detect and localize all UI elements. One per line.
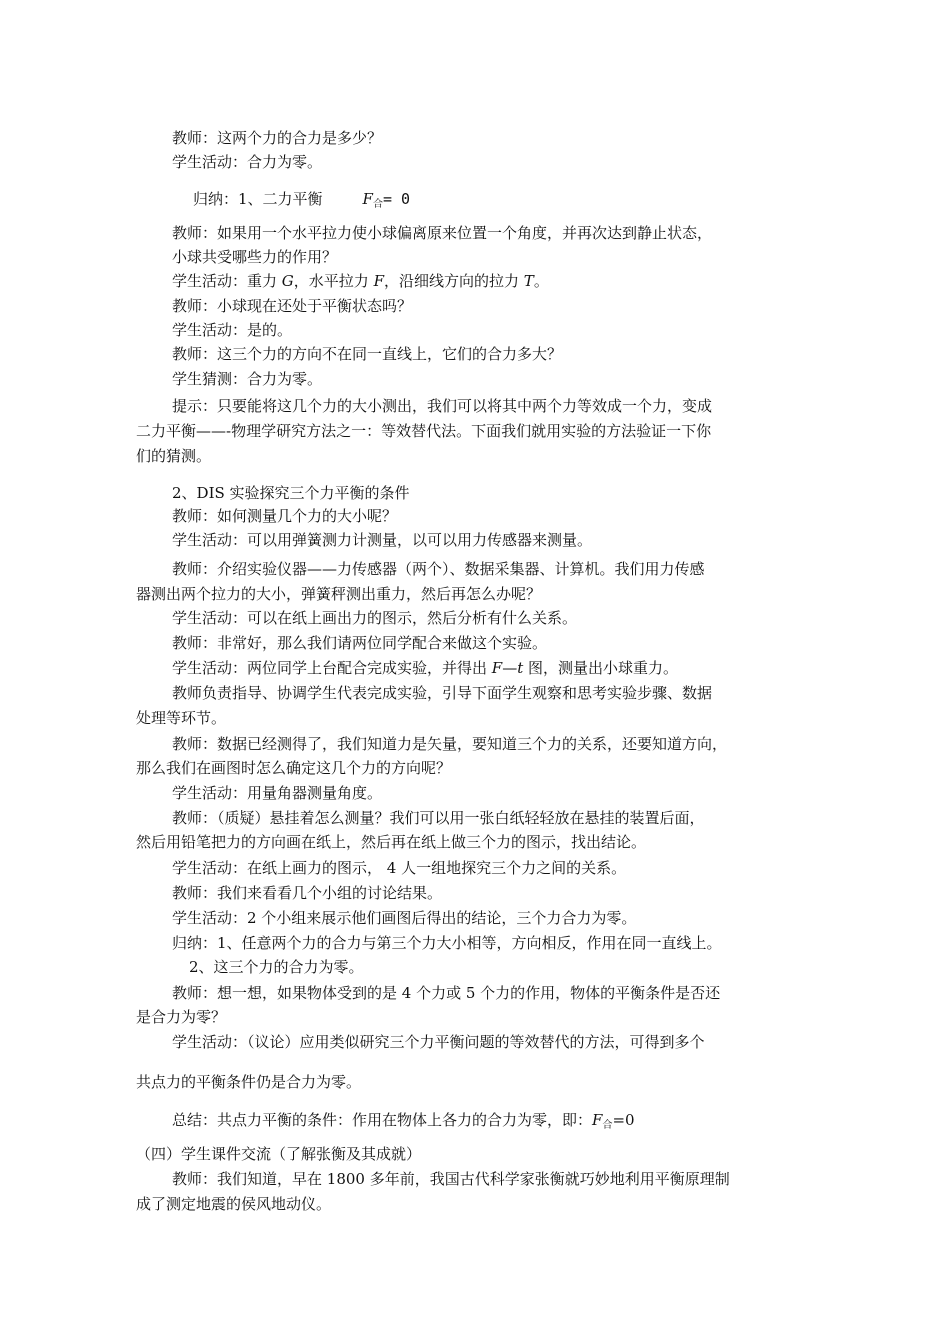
teacher-line-10: 教师：（质疑）悬挂着怎么测量？我们可以用一张白纸轻轻放在悬挂的装置后面，: [172, 809, 705, 827]
teacher-line-6-cont: 器测出两个拉力的大小，弹簧秤测出重力，然后再怎么办呢？: [136, 585, 542, 603]
teacher-line-3: 教师：小球现在还处于平衡状态吗？: [172, 297, 413, 315]
student-line-10: 学生活动：（议论）应用类似研究三个力平衡问题的等效替代的方法，可得到多个: [172, 1033, 705, 1051]
summary-three-force-2: 2、这三个力的合力为零。: [189, 958, 364, 976]
hint-line-2: 二力平衡——-物理学研究方法之一：等效替代法。下面我们就用实验的方法验证一下你: [136, 422, 712, 440]
student-line-7: 学生活动：用量角器测量角度。: [172, 784, 383, 802]
teacher-line-8-cont: 处理等环节。: [136, 709, 227, 727]
teacher-line-13: 教师：我们知道，早在 1800 多年前，我国古代科学家张衡就巧妙地利用平衡原理制: [172, 1170, 730, 1188]
teacher-line-7: 教师：非常好，那么我们请两位同学配合来做这个实验。: [172, 634, 548, 652]
student-line-3: 学生活动：是的。: [172, 321, 293, 339]
teacher-line-2-cont: 小球共受哪些力的作用？: [172, 248, 338, 266]
student-line-8: 学生活动：在纸上画力的图示， 4 人一组地探究三个力之间的关系。: [172, 859, 627, 877]
student-line-6: 学生活动：两位同学上台配合完成实验，并得出 F—t 图，测量出小球重力。: [172, 659, 679, 677]
hint-line-3: 们的猜测。: [136, 447, 212, 465]
teacher-line-2: 教师：如果用一个水平拉力使小球偏离原来位置一个角度，并再次达到静止状态，: [172, 224, 713, 242]
teacher-line-4: 教师：这三个力的方向不在同一直线上，它们的合力多大？: [172, 345, 563, 363]
teacher-line-12: 教师：想一想，如果物体受到的是 4 个力或 5 个力的作用，物体的平衡条件是否还: [172, 984, 721, 1002]
section-four-heading: （四）学生课件交流（了解张衡及其成就）: [136, 1145, 422, 1163]
teacher-line-6: 教师：介绍实验仪器——力传感器（两个）、数据采集器、计算机。我们用力传感: [172, 560, 705, 578]
conclusion-line: 总结：共点力平衡的条件：作用在物体上各力的合力为零，即：$F_合=0$: [172, 1111, 635, 1131]
teacher-line-11: 教师：我们来看看几个小组的讨论结果。: [172, 884, 443, 902]
teacher-line-12-cont: 是合力为零？: [136, 1008, 227, 1026]
student-line-10-cont: 共点力的平衡条件仍是合力为零。: [136, 1073, 362, 1091]
teacher-line-8: 教师负责指导、协调学生代表完成实验，引导下面学生观察和思考实验步骤、数据: [172, 684, 713, 702]
teacher-line-9-cont: 那么我们在画图时怎么确定这几个力的方向呢？: [136, 759, 452, 777]
student-line-2: 学生活动：重力 G，水平拉力 F，沿细线方向的拉力 T。: [172, 272, 549, 290]
student-line-1: 学生活动：合力为零。: [172, 153, 323, 171]
student-line-5: 学生活动：可以在纸上画出力的图示，然后分析有什么关系。: [172, 609, 578, 627]
teacher-line-13-cont: 成了测定地震的侯风地动仪。: [136, 1195, 332, 1213]
summary-two-force: 归纳：1、二力平衡 $F_合= 0$: [193, 190, 411, 210]
teacher-line-10-cont: 然后用铅笔把力的方向画在纸上，然后再在纸上做三个力的图示，找出结论。: [136, 833, 647, 851]
student-line-9: 学生活动：2 个小组来展示他们画图后得出的结论，三个力合力为零。: [172, 909, 637, 927]
student-guess: 学生猜测：合力为零。: [172, 370, 323, 388]
teacher-line-5: 教师：如何测量几个力的大小呢？: [172, 507, 398, 525]
teacher-line-9: 教师：数据已经测得了，我们知道力是矢量，要知道三个力的关系，还要知道方向，: [172, 735, 728, 753]
student-line-4: 学生活动：可以用弹簧测力计测量，以可以用力传感器来测量。: [172, 531, 593, 549]
section-dis-heading: 2、DIS 实验探究三个力平衡的条件: [172, 484, 410, 502]
summary-three-force-1: 归纳：1、任意两个力的合力与第三个力大小相等，方向相反，作用在同一直线上。: [172, 934, 722, 952]
teacher-line-1: 教师：这两个力的合力是多少？: [172, 129, 383, 147]
hint-line-1: 提示：只要能将这几个力的大小测出，我们可以将其中两个力等效成一个力，变成: [172, 397, 713, 415]
